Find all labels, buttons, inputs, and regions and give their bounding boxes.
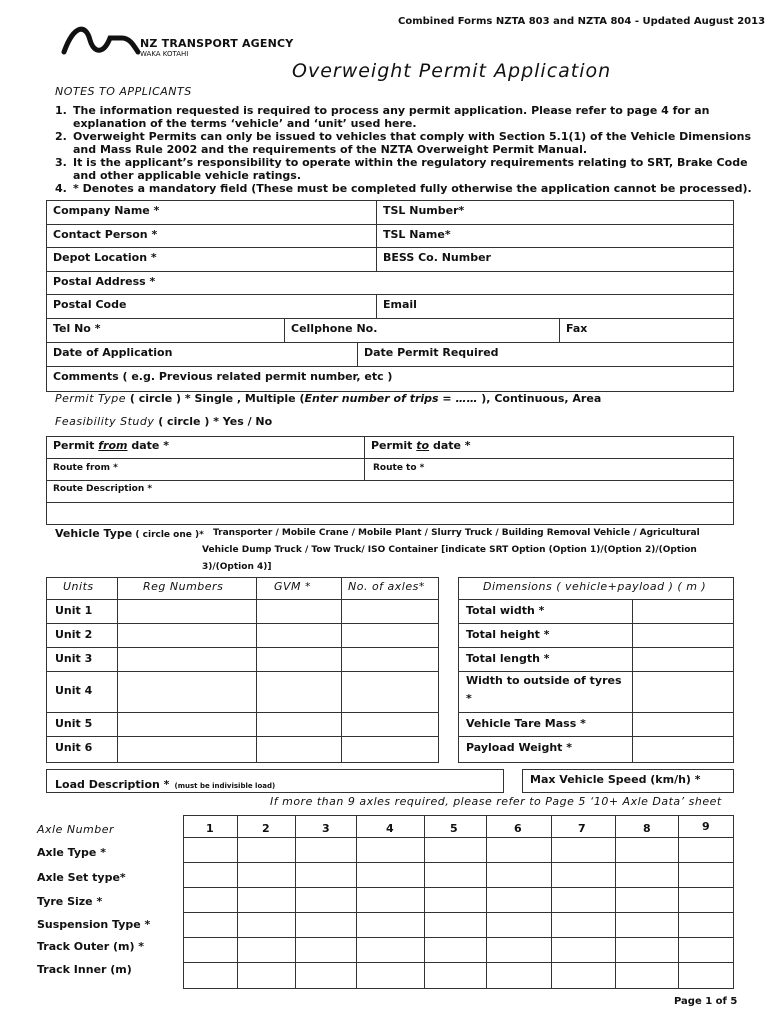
axle-row-label: Tyre Size * [37,895,103,908]
note-item [55,182,755,195]
cellphone-field[interactable]: Cellphone No. [291,322,378,335]
permit-from-label-end: date * [127,439,169,452]
contact-person-field[interactable]: Contact Person * [53,228,158,241]
note-number: 4. [55,182,67,195]
permit-to-date-field[interactable] [371,439,471,452]
note-text-cont: explanation of the terms ‘vehicle’ and ‘unit’ used here. [73,117,417,130]
permit-type-circle-note: ( circle ) * [126,392,195,405]
page-number: Page 1 of 5 [674,996,738,1007]
feasibility-options: ( circle ) * Yes / No [154,415,273,428]
axle-row-label: Axle Set type* [37,871,126,884]
permit-type-options-rest: ), Continuous, Area [477,392,602,405]
axle-col-number: 1 [206,822,214,835]
vehicle-type-title: Vehicle Type [55,527,133,540]
unit-row-label: Unit 2 [55,628,93,641]
tsl-number-field[interactable]: TSL Number* [383,204,465,217]
load-description-title: Load Description * [55,778,170,791]
date-permit-required-field[interactable]: Date Permit Required [364,346,499,359]
total-length-field[interactable]: Total length * [466,652,550,665]
bess-co-number-field[interactable]: BESS Co. Number [383,251,491,264]
total-width-field[interactable]: Total width * [466,604,545,617]
comments-field[interactable]: Comments ( e.g. Previous related permit number, etc ) [53,370,393,383]
note-number: 2. [55,130,67,143]
notes-heading: NOTES TO APPLICANTS [55,85,192,98]
permit-to-label: Permit [371,439,417,452]
agency-name: NZ TRANSPORT AGENCY [140,37,294,50]
unit-row-label: Unit 5 [55,717,93,730]
vehicle-type-label [55,527,204,540]
unit-row-label: Unit 3 [55,652,93,665]
note-item [55,104,755,130]
units-header-units: Units [63,580,94,593]
axle-row-label: Axle Type * [37,846,106,859]
note-item [55,130,755,156]
permit-from-date-field[interactable] [53,439,169,452]
note-text: Overweight Permits can only be issued to vehicles that comply with Section 5.1(1) of the Vehicle Dimensions [73,130,752,143]
load-description-note: (must be indivisible load) [174,782,276,790]
vehicle-tare-mass-field[interactable]: Vehicle Tare Mass * [466,717,586,730]
max-speed-label: Max Vehicle Speed (km/h) * [530,773,701,786]
tel-no-field[interactable]: Tel No * [53,322,101,335]
permit-to-label-end: date * [429,439,471,452]
notes-list [55,104,755,195]
axle-col-number: 5 [450,822,458,835]
route-from-field[interactable]: Route from * [53,463,118,473]
permit-to-word: to [416,439,430,452]
total-height-field[interactable]: Total height * [466,628,550,641]
note-number: 3. [55,156,67,169]
form-title: Overweight Permit Application [292,60,612,82]
nzta-logo [60,22,140,62]
permit-type-label: Permit Type [55,392,127,405]
units-header-reg: Reg Numbers [143,580,224,593]
vehicle-type-options[interactable]: Transporter / Mobile Crane / Mobile Plant / Slurry Truck / Building Removal Vehicle / Agricultural [213,528,700,538]
email-field[interactable]: Email [383,298,417,311]
permit-from-label: Permit [53,439,99,452]
units-header-gvm: GVM * [274,580,312,593]
axle-note: If more than 9 axles required, please refer to Page 5 ‘10+ Axle Data’ sheet [270,795,722,808]
vehicle-type-options-cont[interactable]: Vehicle Dump Truck / Tow Truck/ ISO Container [indicate SRT Option (Option 1)/(Option 2)/(Option [202,545,697,555]
route-description-field[interactable]: Route Description * [53,484,153,494]
vehicle-type-circle-note: ( circle one )* [132,530,204,540]
dimensions-header: Dimensions ( vehicle+payload ) ( m ) [483,580,707,593]
width-outside-tyres-field[interactable]: Width to outside of tyres [466,674,622,687]
axle-number-label: Axle Number [37,823,115,836]
width-outside-tyres-asterisk: * [466,692,472,705]
feasibility-line[interactable] [55,415,272,428]
axle-row-label: Track Inner (m) [37,963,132,976]
load-description-label [55,773,275,792]
postal-code-field[interactable]: Postal Code [53,298,127,311]
form-reference: Combined Forms NZTA 803 and NZTA 804 - Updated August 2013 [398,16,766,27]
unit-row-label: Unit 6 [55,741,93,754]
axle-row-label: Track Outer (m) * [37,940,145,953]
axle-row-label: Suspension Type * [37,918,151,931]
agency-maori-name: WAKA KOTAHI [140,50,189,58]
payload-weight-field[interactable]: Payload Weight * [466,741,572,754]
tsl-name-field[interactable]: TSL Name* [383,228,451,241]
permit-from-word: from [98,439,128,452]
axle-col-number: 9 [702,820,710,833]
unit-row-label: Unit 4 [55,684,93,697]
vehicle-type-options-end[interactable]: 3)/(Option 4)] [202,562,272,572]
units-header-axles: No. of axles* [348,580,425,593]
route-to-field[interactable]: Route to * [373,463,425,473]
postal-address-field[interactable]: Postal Address * [53,275,156,288]
company-name-field[interactable]: Company Name * [53,204,160,217]
axle-col-number: 8 [643,822,651,835]
note-text: It is the applicant’s responsibility to operate within the regulatory requirements relating to SRT, Brake Code [73,156,748,169]
note-text: * Denotes a mandatory field (These must be completed fully otherwise the application cannot be processed). [73,182,752,195]
permit-type-line[interactable] [55,392,601,405]
note-number: 1. [55,104,67,117]
axle-col-number: 7 [578,822,586,835]
axle-col-number: 6 [514,822,522,835]
trips-count-field[interactable]: Enter number of trips = …… [304,392,478,405]
nzta-logo-icon [60,22,140,58]
note-text-cont: and other applicable vehicle ratings. [73,169,302,182]
depot-location-field[interactable]: Depot Location * [53,251,157,264]
date-of-application-field[interactable]: Date of Application [53,346,173,359]
axle-col-number: 3 [322,822,330,835]
axle-col-number: 2 [262,822,270,835]
note-text-cont: and Mass Rule 2002 and the requirements of the NZTA Overweight Permit Manual. [73,143,588,156]
fax-field[interactable]: Fax [566,322,588,335]
note-text: The information requested is required to process any permit application. Please refer to page 4 for an [73,104,710,117]
note-item [55,156,755,182]
axle-col-number: 4 [386,822,394,835]
permit-type-options: Single , Multiple ( [194,392,305,405]
unit-row-label: Unit 1 [55,604,93,617]
feasibility-label: Feasibility Study [55,415,155,428]
